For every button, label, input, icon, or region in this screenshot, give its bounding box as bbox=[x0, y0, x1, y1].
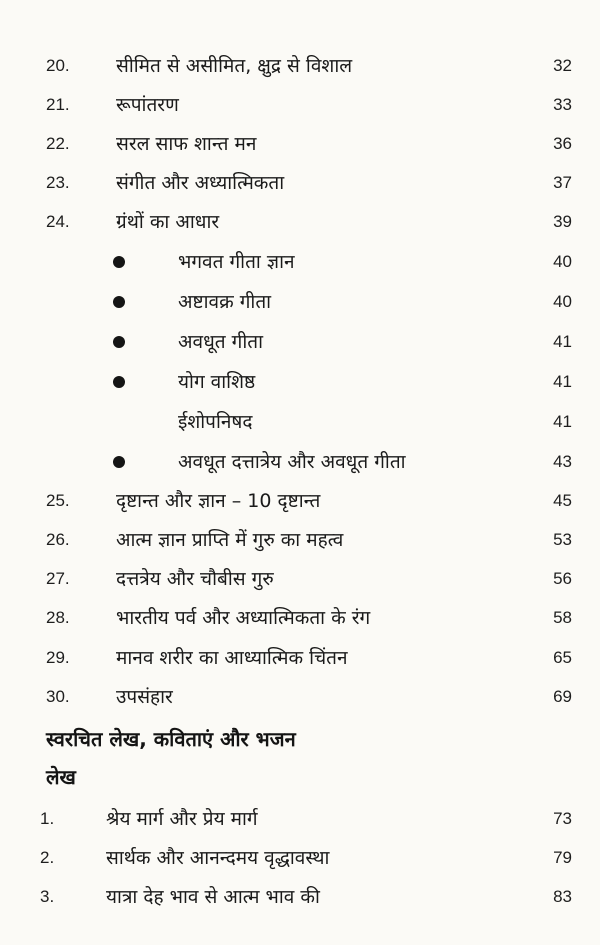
page-number: 39 bbox=[553, 212, 572, 231]
page-number: 40 bbox=[553, 252, 572, 271]
chapter-title: दत्तत्रेय और चौबीस गुरु bbox=[116, 568, 274, 590]
bullet-icon bbox=[113, 456, 125, 468]
chapter-title: सरल साफ शान्त मन bbox=[116, 133, 257, 155]
page-number: 32 bbox=[553, 56, 572, 75]
bullet-icon bbox=[113, 296, 125, 308]
sub-item-title: अवधूत दत्तात्रेय और अवधूत गीता bbox=[178, 451, 406, 473]
chapter-number: 26. bbox=[46, 530, 70, 549]
page-number: 83 bbox=[553, 887, 572, 906]
page-number: 69 bbox=[553, 687, 572, 706]
chapter-title: उपसंहार bbox=[116, 686, 173, 708]
page-number: 33 bbox=[553, 95, 572, 114]
toc-sub-row bbox=[0, 407, 600, 437]
page-number: 43 bbox=[553, 452, 572, 471]
bullet-icon bbox=[113, 376, 125, 388]
toc-row bbox=[0, 51, 600, 81]
toc-sub-row bbox=[0, 287, 600, 317]
chapter-number: 27. bbox=[46, 569, 70, 588]
chapter-number: 28. bbox=[46, 608, 70, 627]
chapter-title: ग्रंथों का आधार bbox=[116, 211, 220, 233]
bullet-icon bbox=[113, 336, 125, 348]
page-number: 45 bbox=[553, 491, 572, 510]
chapter-title: रूपांतरण bbox=[116, 94, 179, 116]
chapter-title: आत्म ज्ञान प्राप्ति में गुरु का महत्व bbox=[116, 529, 344, 551]
sub-item-title: भगवत गीता ज्ञान bbox=[178, 251, 295, 273]
chapter-number: 24. bbox=[46, 212, 70, 231]
page-number: 79 bbox=[553, 848, 572, 867]
toc-row bbox=[0, 564, 600, 594]
article-title: सार्थक और आनन्दमय वृद्धावस्था bbox=[106, 847, 330, 869]
chapter-number: 22. bbox=[46, 134, 70, 153]
toc-row bbox=[0, 843, 600, 873]
toc-sub-row bbox=[0, 327, 600, 357]
page-number: 36 bbox=[553, 134, 572, 153]
toc-sub-row bbox=[0, 447, 600, 477]
subsection-heading: लेख bbox=[46, 765, 76, 789]
toc-row bbox=[0, 682, 600, 712]
chapter-number: 25. bbox=[46, 491, 70, 510]
toc-row bbox=[0, 90, 600, 120]
toc-sub-row bbox=[0, 367, 600, 397]
section-heading: स्वरचित लेख, कविताएं और भजन bbox=[46, 727, 296, 751]
page-number: 41 bbox=[553, 412, 572, 431]
page-number: 41 bbox=[553, 332, 572, 351]
sub-item-title: अवधूत गीता bbox=[178, 331, 264, 353]
article-number: 1. bbox=[40, 809, 55, 828]
chapter-title: दृष्टान्त और ज्ञान – 10 दृष्टान्त bbox=[116, 490, 321, 512]
toc-row bbox=[0, 804, 600, 834]
chapter-title: सीमित से असीमित, क्षुद्र से विशाल bbox=[116, 55, 353, 77]
page-number: 40 bbox=[553, 292, 572, 311]
chapter-number: 29. bbox=[46, 648, 70, 667]
toc-row bbox=[0, 168, 600, 198]
article-title: श्रेय मार्ग और प्रेय मार्ग bbox=[106, 808, 258, 830]
sub-item-title: योग वाशिष्ठ bbox=[178, 371, 256, 393]
page-number: 58 bbox=[553, 608, 572, 627]
article-number: 2. bbox=[40, 848, 55, 867]
chapter-title: मानव शरीर का आध्यात्मिक चिंतन bbox=[116, 647, 348, 669]
bullet-icon bbox=[113, 256, 125, 268]
toc-row bbox=[0, 882, 600, 912]
toc-row bbox=[0, 603, 600, 633]
page-number: 73 bbox=[553, 809, 572, 828]
chapter-number: 23. bbox=[46, 173, 70, 192]
toc-row bbox=[0, 207, 600, 237]
page-number: 56 bbox=[553, 569, 572, 588]
chapter-number: 20. bbox=[46, 56, 70, 75]
toc-row bbox=[0, 486, 600, 516]
chapter-number: 21. bbox=[46, 95, 70, 114]
toc-row bbox=[0, 525, 600, 555]
page-number: 37 bbox=[553, 173, 572, 192]
chapter-title: संगीत और अध्यात्मिकता bbox=[116, 172, 285, 194]
toc-row bbox=[0, 129, 600, 159]
chapter-number: 30. bbox=[46, 687, 70, 706]
article-title: यात्रा देह भाव से आत्म भाव की bbox=[106, 886, 320, 908]
page-number: 65 bbox=[553, 648, 572, 667]
page-number: 41 bbox=[553, 372, 572, 391]
page-number: 53 bbox=[553, 530, 572, 549]
sub-item-title: अष्टावक्र गीता bbox=[178, 291, 272, 313]
chapter-title: भारतीय पर्व और अध्यात्मिकता के रंग bbox=[116, 607, 371, 629]
sub-item-title: ईशोपनिषद bbox=[178, 411, 253, 433]
toc-row bbox=[0, 643, 600, 673]
article-number: 3. bbox=[40, 887, 55, 906]
toc-sub-row bbox=[0, 247, 600, 277]
